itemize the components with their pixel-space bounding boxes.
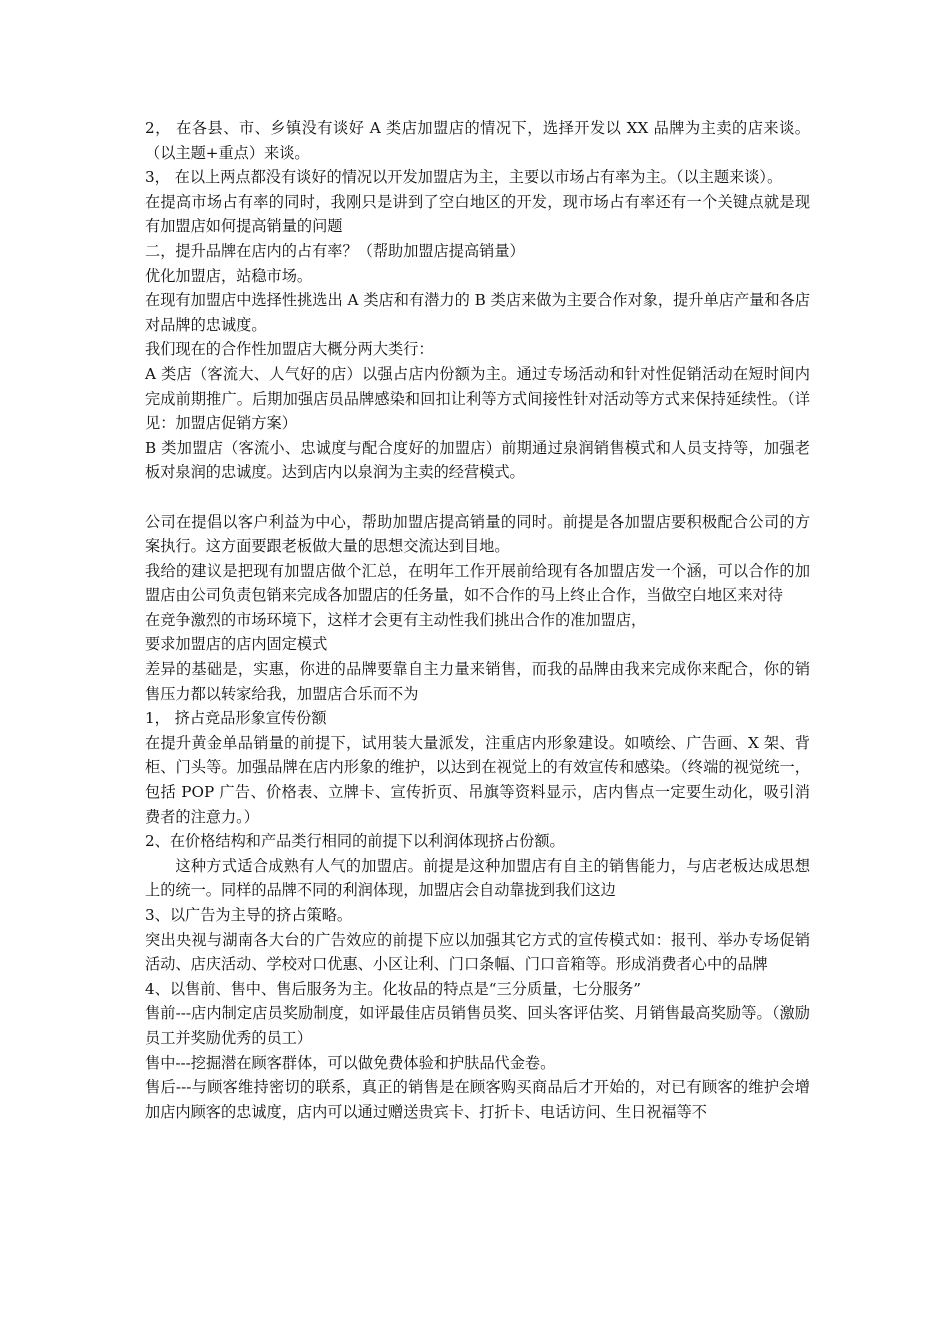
- blank-line: [145, 485, 810, 510]
- paragraph-7: 我们现在的合作性加盟店大概分两大类行：: [145, 340, 434, 359]
- paragraph-6: 在现有加盟店中选择性挑选出 A 类店和有潜力的 B 类店来做为主要合作对象，提升单店产量和各店对品牌的忠诚度。: [145, 291, 810, 334]
- paragraph-22: 4、以售前、售中、售后服务为主。化妆品的特点是“三分质量，七分服务”: [145, 979, 642, 998]
- document-body: [145, 116, 810, 1124]
- paragraph-15: 差异的基础是，实惠，你进的品牌要靠自主力量来销售，而我的品牌由我来完成你来配合，你的销售压力都以转家给我，加盟店合乐而不为: [145, 660, 810, 703]
- paragraph-9: B 类加盟店（客流小、忠诚度与配合度好的加盟店）前期通过泉润销售模式和人员支持等，加强老板对泉润的忠诚度。达到店内以泉润为主卖的经营模式。: [145, 438, 810, 482]
- paragraph-12: 我给的建议是把现有加盟店做个汇总，在明年工作开展前给现有各加盟店发一个涵，可以合作的加盟店由公司负责包销来完成各加盟店的任务量，如不合作的马上终止合作，当做空白地区来对待: [145, 561, 810, 605]
- paragraph-18: 2、在价格结构和产品类行相同的前提下以利润体现挤占份额。: [145, 832, 565, 851]
- paragraph-11: 公司在提倡以客户利益为中心，帮助加盟店提高销量的同时。前提是各加盟店要积极配合公司的方案执行。这方面要跟老板做大量的思想交流达到目地。: [145, 512, 810, 556]
- paragraph-16: 1， 挤占竞品形象宣传份额: [145, 709, 327, 728]
- paragraph-19: 这种方式适合成熟有人气的加盟店。前提是这种加盟店有自主的销售能力，与店老板达成思想上的统一。同样的品牌不同的利润体现，加盟店会自动靠拢到我们这边: [145, 856, 810, 900]
- paragraph-13: 在竞争激烈的市场环境下，这样才会更有主动性我们挑出合作的准加盟店，: [145, 610, 647, 629]
- paragraph-2: 3， 在以上两点都没有谈好的情况以开发加盟店为主，主要以市场占有率为主。（以主题来谈）。: [145, 168, 783, 187]
- paragraph-8: A 类店（客流大、人气好的店）以强占店内份额为主。通过专场活动和针对性促销活动在短时间内完成前期推广。后期加强店员品牌感染和回扣让利等方式间接性针对活动等方式来保持延续性。（详见：加盟店促销方案）: [145, 364, 810, 433]
- section-heading: 二，提升品牌在店内的占有率？（帮助加盟店提高销量）: [145, 241, 525, 260]
- paragraph-17: 在提升黄金单品销量的前提下，试用装大量派发，注重店内形象建设。如喷绘、广告画、X 架、背柜、门头等。加强品牌在店内形象的维护，以达到在视觉上的有效宣传和感染。（终端的视觉统一，包括 POP 广告、价格表、立牌卡、宣传折页、吊旗等资料显示，店内售点一定要生动化，吸引消费者的注意力。）: [145, 733, 810, 826]
- paragraph-5: 优化加盟店，站稳市场。: [145, 266, 313, 285]
- paragraph-25: 售后---与顾客维持密切的联系，真正的销售是在顾客购买商品后才开始的，对已有顾客的维护会增加店内顾客的忠诚度，店内可以通过赠送贵宾卡、打折卡、电话访问、生日祝福等不: [145, 1078, 810, 1121]
- paragraph-21: 突出央视与湖南各大台的广告效应的前提下应以加强其它方式的宣传模式如：报刊、举办专场促销活动、店庆活动、学校对口优惠、小区让利、门口条幅、门口音箱等。形成消费者心中的品牌: [145, 930, 810, 974]
- paragraph-1: 2， 在各县、市、乡镇没有谈好 A 类店加盟店的情况下，选择开发以 XX 品牌为主卖的店来谈。（以主题+重点）来谈。: [145, 119, 810, 162]
- paragraph-20: 3、以广告为主导的挤占策略。: [145, 906, 353, 924]
- paragraph-3: 在提高市场占有率的同时，我刚只是讲到了空白地区的开发，现市场占有率还有一个关键点就是现有加盟店如何提高销量的问题: [145, 192, 810, 236]
- paragraph-14: 要求加盟店的店内固定模式: [145, 635, 328, 654]
- paragraph-24: 售中---挖掘潜在顾客群体，可以做免费体验和护肤品代金卷。: [145, 1053, 556, 1072]
- paragraph-23: 售前---店内制定店员奖励制度，如评最佳店员销售员奖、回头客评估奖、月销售最高奖励等。（激励员工并奖励优秀的员工）: [145, 1004, 810, 1047]
